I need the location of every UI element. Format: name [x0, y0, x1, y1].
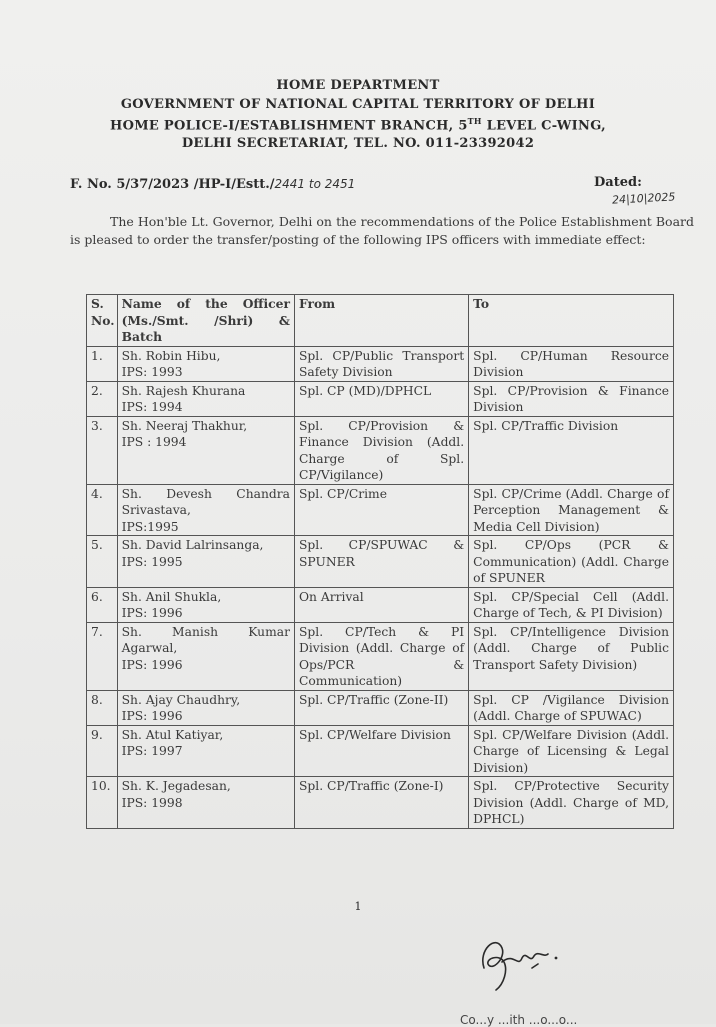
- cell-sno: 1.: [87, 346, 118, 381]
- header-department: HOME DEPARTMENT: [276, 78, 440, 93]
- col-header-sno: S. No.: [87, 295, 118, 347]
- officer-name: Sh. Ajay Chaudhry,: [121, 692, 241, 707]
- table-row: [87, 587, 674, 622]
- cell-to: Spl. CP/Welfare Division (Addl. Charge of Licensing & Legal Division): [469, 725, 674, 777]
- officer-name: Sh. Robin Hibu,: [121, 348, 221, 363]
- officer-name: Sh. Devesh Chandra Srivastava,: [121, 486, 290, 517]
- table-row: [87, 536, 674, 588]
- cell-officer: [117, 416, 294, 484]
- officer-name: Sh. Manish Kumar Agarwal,: [121, 624, 290, 655]
- cell-officer: [117, 587, 294, 622]
- officer-name: Sh. Rajesh Khurana: [121, 383, 246, 398]
- header-branch: [0, 116, 716, 133]
- intro-paragraph: [70, 213, 694, 249]
- cell-sno: 8.: [87, 690, 118, 725]
- cell-from: Spl. CP (MD)/DPHCL: [294, 381, 468, 416]
- cell-to: Spl. CP/Crime (Addl. Charge of Perception Management & Media Cell Division): [469, 484, 674, 536]
- officer-batch: IPS: 1996: [121, 606, 183, 620]
- signature-mark: [474, 928, 574, 994]
- table-row: [87, 346, 674, 381]
- dated-label: Dated:: [594, 175, 642, 190]
- table-row: [87, 622, 674, 690]
- officer-name: Sh. Neeraj Thakhur,: [121, 418, 248, 433]
- col-header-from: From: [294, 295, 468, 347]
- cell-sno: 10.: [87, 777, 118, 829]
- cell-to: Spl. CP/Protective Security Division (Addl. Charge of MD, DPHCL): [469, 777, 674, 829]
- cell-to: Spl. CP/Human Resource Division: [469, 346, 674, 381]
- cell-from: Spl. CP/Traffic (Zone-I): [294, 777, 468, 829]
- cell-to: Spl. CP/Special Cell (Addl. Charge of Tech, & PI Division): [469, 587, 674, 622]
- file-number: [70, 177, 355, 192]
- cell-from: Spl. CP/Provision & Finance Division (Addl. Charge of Spl. CP/Vigilance): [294, 416, 468, 484]
- cell-officer: [117, 484, 294, 536]
- cell-officer: [117, 346, 294, 381]
- cell-officer: [117, 690, 294, 725]
- header-branch-pre: HOME POLICE-I/ESTABLISHMENT BRANCH, 5: [110, 118, 468, 134]
- officer-name: Sh. Atul Katiyar,: [121, 727, 224, 742]
- cell-to: Spl. CP/Provision & Finance Division: [469, 381, 674, 416]
- table-row: [87, 777, 674, 829]
- officer-batch: IPS: 1996: [121, 657, 183, 672]
- footer-fragment: Co...y ...ith ...o...o...: [460, 1013, 578, 1027]
- officer-batch: IPS: 1994: [121, 400, 183, 414]
- cell-from: Spl. CP/Welfare Division: [294, 725, 468, 777]
- officer-name: Sh. K. Jegadesan,: [121, 779, 231, 793]
- cell-to: Spl. CP/Traffic Division: [469, 416, 674, 484]
- cell-sno: 2.: [87, 381, 118, 416]
- cell-sno: 3.: [87, 416, 118, 484]
- cell-from: Spl. CP/Traffic (Zone-II): [294, 690, 468, 725]
- intro-text: The Hon'ble Lt. Governor, Delhi on the recommendations of the Police Establishment Board is pleased to order the transfer/posting of the following IPS officers with immediate effect:: [70, 214, 694, 247]
- officer-batch: IPS: 1998: [121, 795, 183, 810]
- cell-officer: [117, 536, 294, 588]
- cell-sno: 5.: [87, 536, 118, 588]
- header-branch-post: LEVEL C-WING,: [481, 118, 606, 134]
- cell-from: On Arrival: [294, 587, 468, 622]
- cell-from: Spl. CP/Crime: [294, 484, 468, 536]
- file-number-printed: F. No. 5/37/2023 /HP-I/Estt./: [70, 177, 275, 192]
- cell-sno: 4.: [87, 484, 118, 536]
- cell-sno: 9.: [87, 725, 118, 777]
- cell-to: Spl. CP /Vigilance Division (Addl. Charge of SPUWAC): [469, 690, 674, 725]
- cell-from: Spl. CP/SPUWAC & SPUNER: [294, 536, 468, 588]
- cell-officer: [117, 725, 294, 777]
- header-branch-sup: TH: [467, 116, 482, 126]
- dated-value-handwritten: 24|10|2025: [611, 190, 676, 207]
- cell-to: Spl. CP/Intelligence Division (Addl. Charge of Public Transport Safety Division): [469, 622, 674, 690]
- table-row: [87, 484, 674, 536]
- cell-officer: [117, 381, 294, 416]
- cell-officer: [117, 777, 294, 829]
- officer-batch: IPS: 1995: [121, 554, 183, 569]
- header-address: DELHI SECRETARIAT, TEL. NO. 011-23392042: [181, 136, 535, 151]
- officer-batch: IPS : 1994: [121, 435, 187, 449]
- table-row: [87, 416, 674, 484]
- file-number-handwritten: 2441 to 2451: [274, 177, 356, 191]
- transfer-table: [86, 294, 674, 829]
- cell-from: Spl. CP/Public Transport Safety Division: [294, 346, 468, 381]
- header-government: GOVERNMENT OF NATIONAL CAPITAL TERRITORY OF DELHI: [120, 97, 596, 112]
- table-header-row: [87, 295, 674, 347]
- officer-batch: IPS: 1997: [121, 744, 183, 758]
- cell-sno: 6.: [87, 587, 118, 622]
- officer-batch: IPS:1995: [121, 519, 179, 534]
- table-row: [87, 725, 674, 777]
- table-row: [87, 690, 674, 725]
- table-row: [87, 381, 674, 416]
- cell-officer: [117, 622, 294, 690]
- officer-name: Sh. Anil Shukla,: [121, 589, 222, 604]
- cell-to: Spl. CP/Ops (PCR & Communication) (Addl. Charge of SPUNER: [469, 536, 674, 588]
- officer-batch: IPS: 1993: [121, 365, 183, 379]
- cell-from: Spl. CP/Tech & PI Division (Addl. Charge of Ops/PCR & Communication): [294, 622, 468, 690]
- page-number: 1: [354, 900, 362, 913]
- officer-batch: IPS: 1996: [121, 709, 183, 723]
- col-header-name: Name of the Officer (Ms./Smt. /Shri) & Batch: [117, 295, 294, 347]
- cell-sno: 7.: [87, 622, 118, 690]
- col-header-to: To: [469, 295, 674, 347]
- officer-name: Sh. David Lalrinsanga,: [121, 538, 264, 552]
